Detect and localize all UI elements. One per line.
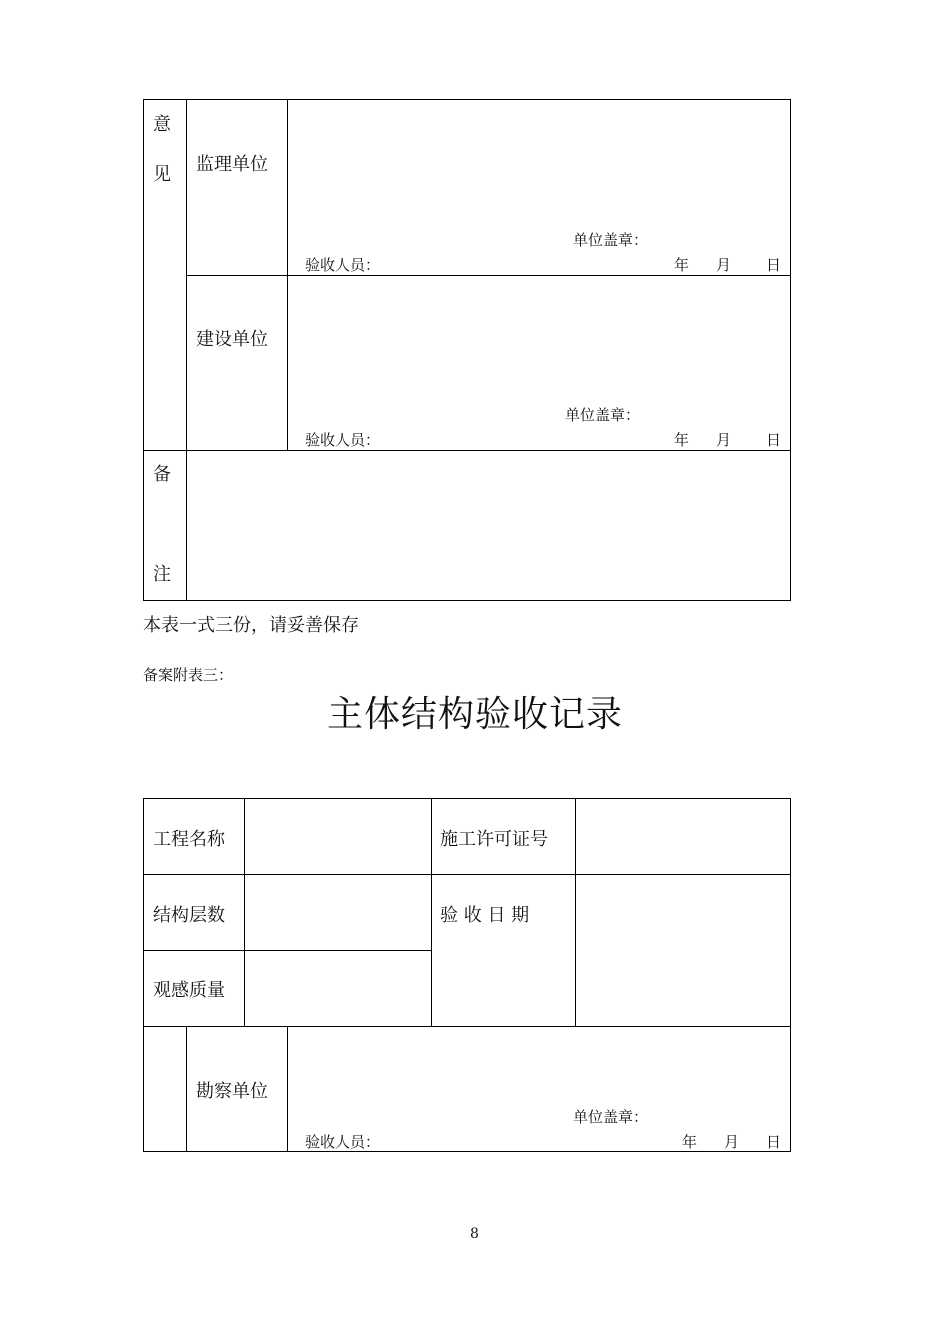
survey-stamp-label: 单位盖章： (573, 1108, 649, 1126)
project-name-label: 工程名称 (153, 829, 225, 850)
supervision-inspector-label: 验收人员： (305, 256, 381, 274)
construction-stamp-label: 单位盖章： (565, 406, 641, 424)
construction-unit-label: 建设单位 (196, 329, 268, 350)
survey-unit-label: 勘察单位 (196, 1081, 268, 1102)
remark-label-bottom: 注 (153, 564, 171, 585)
supervision-date-year: 年 (674, 256, 690, 274)
copies-note: 本表一式三份，请妥善保存 (143, 615, 359, 636)
supervision-stamp-label: 单位盖章： (573, 231, 649, 249)
construction-date-year: 年 (674, 431, 690, 449)
attachment-label: 备案附表三： (143, 666, 234, 684)
opinion-label-top: 意 (153, 114, 171, 135)
survey-inspector-label: 验收人员： (305, 1133, 381, 1151)
survey-date-month: 月 (724, 1133, 740, 1151)
remark-label-top: 备 (153, 464, 171, 485)
acceptance-date-label: 验 收 日 期 (440, 905, 530, 926)
form-title: 主体结构验收记录 (326, 694, 623, 735)
construction-date-month: 月 (716, 431, 732, 449)
survey-date-day: 日 (766, 1133, 782, 1151)
appearance-quality-label: 观感质量 (153, 980, 225, 1001)
opinion-label-bottom: 见 (153, 164, 171, 185)
supervision-date-month: 月 (716, 256, 732, 274)
supervision-date-day: 日 (766, 256, 782, 274)
survey-date-year: 年 (682, 1133, 698, 1151)
construction-date-day: 日 (766, 431, 782, 449)
permit-number-label: 施工许可证号 (440, 829, 548, 850)
construction-inspector-label: 验收人员： (305, 431, 381, 449)
page-number: 8 (470, 1226, 479, 1242)
structure-floors-label: 结构层数 (153, 905, 225, 926)
supervision-unit-label: 监理单位 (196, 154, 268, 175)
